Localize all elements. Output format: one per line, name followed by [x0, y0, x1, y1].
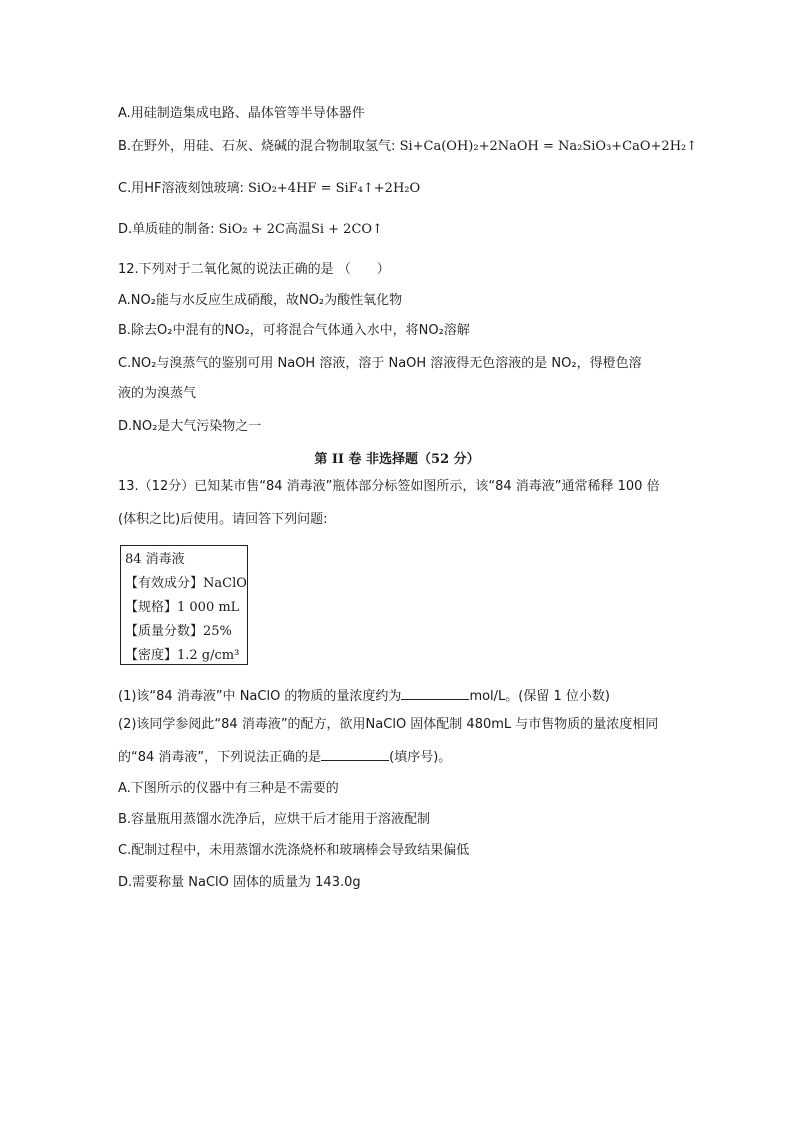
q11-option-c-text: C.用HF溶液刻蚀玻璃: [118, 181, 248, 196]
q12-stem: 12.下列对于二氧化氮的说法正确的是 （ ） [118, 262, 390, 277]
q13-stem-line1: 13.（12分）已知某市售“84 消毒液”瓶体部分标签如图所示，该“84 消毒液”通常稀释 100 倍 [118, 479, 660, 494]
label-spec: 【规格】1 000 mL [125, 600, 240, 615]
q13-part2-suffix: (填序号)。 [389, 750, 452, 765]
q13-part2-line1: (2)该同学参阅此“84 消毒液”的配方，欲用NaClO 固体配制 480mL 与市售物质的量浓度相同 [118, 717, 659, 732]
q11-option-d-equation: SiO₂ + 2C高温Si + 2CO↑ [218, 222, 383, 237]
q13-option-b: B.容量瓶用蒸馏水洗净后，应烘干后才能用于溶液配制 [118, 812, 431, 827]
q11-option-d [118, 222, 383, 238]
q13-part1-unit: mol/L。(保留 1 位小数) [469, 689, 610, 704]
q13-stem-line2: (体积之比)后使用。请回答下列问题: [118, 512, 328, 527]
disinfectant-label [120, 545, 248, 665]
q13-part2-answer-blank [321, 748, 389, 761]
q12-option-c-line1: C.NO₂与溴蒸气的鉴别可用 NaOH 溶液，溶于 NaOH 溶液得无色溶液的是 NO₂，得橙色溶 [118, 356, 642, 371]
label-name: 84 消毒液 [125, 552, 185, 567]
q13-option-d: D.需要称量 NaClO 固体的质量为 143.0g [118, 875, 361, 890]
q12-option-c-line2: 液的为溴蒸气 [118, 386, 197, 401]
q13-option-a: A.下图所示的仪器中有三种是不需要的 [118, 781, 339, 796]
q13-option-c: C.配制过程中，未用蒸馏水洗涤烧杯和玻璃棒会导致结果偏低 [118, 843, 470, 858]
q13-part1 [118, 687, 610, 705]
q11-option-c-equation: SiO₂+4HF = SiF₄↑+2H₂O [247, 181, 421, 196]
q11-option-b [118, 139, 697, 155]
q11-option-c [118, 181, 420, 197]
label-mass-fraction: 【质量分数】25% [125, 624, 232, 639]
q11-option-b-text: B.在野外，用硅、石灰、烧碱的混合物制取氢气: [118, 139, 400, 154]
q13-part2-line2 [118, 748, 451, 766]
label-density: 【密度】1.2 g/cm³ [125, 648, 240, 663]
q11-option-d-text: D.单质硅的制备: [118, 222, 219, 237]
q12-option-b: B.除去O₂中混有的NO₂，可将混合气体通入水中，将NO₂溶解 [118, 323, 470, 338]
q13-part1-text: (1)该“84 消毒液”中 NaClO 的物质的量浓度约为 [118, 689, 402, 704]
q11-option-a: A.用硅制造集成电路、晶体管等半导体器件 [118, 106, 365, 121]
section-title: 第 II 卷 非选择题（52 分） [314, 452, 480, 467]
q11-option-b-equation: Si+Ca(OH)₂+2NaOH = Na₂SiO₃+CaO+2H₂↑ [399, 139, 698, 154]
q12-option-a: A.NO₂能与水反应生成硝酸，故NO₂为酸性氧化物 [118, 293, 403, 308]
q13-part1-answer-blank [401, 687, 469, 700]
q12-option-d: D.NO₂是大气污染物之一 [118, 419, 262, 434]
q13-part2-text: 的“84 消毒液”，下列说法正确的是 [118, 750, 322, 765]
label-ingredient: 【有效成分】NaClO [125, 576, 247, 591]
